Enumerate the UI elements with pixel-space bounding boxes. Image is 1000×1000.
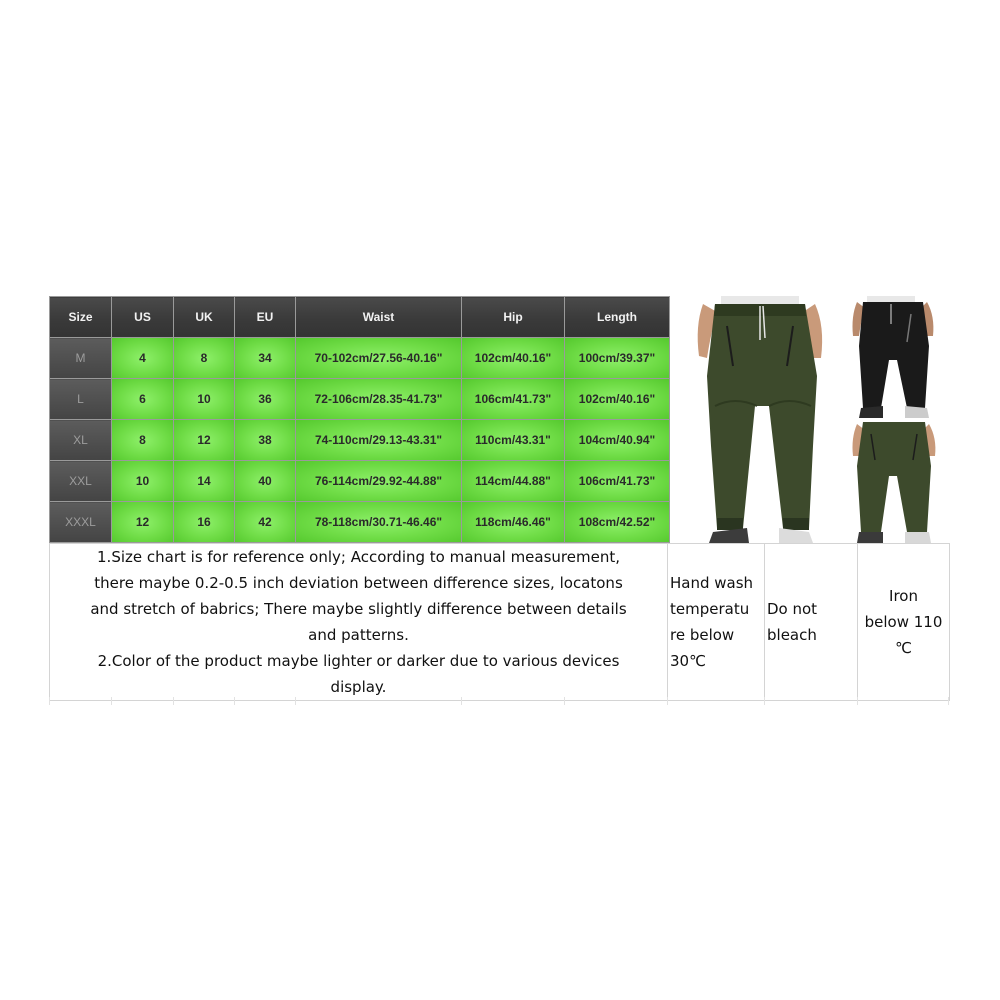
table-row (50, 461, 670, 502)
waist-cell: 78-118cm/30.71-46.46" (296, 502, 462, 543)
care-line: Iron (889, 587, 918, 605)
header-eu: EU (235, 297, 296, 338)
care-no-bleach (765, 544, 858, 701)
note-line: and stretch of babrics; There maybe slightly difference between details (90, 600, 627, 618)
uk-cell: 16 (174, 502, 235, 543)
header-us: US (112, 297, 174, 338)
size-label: XL (50, 420, 112, 461)
eu-cell: 40 (235, 461, 296, 502)
waist-cell: 70-102cm/27.56-40.16" (296, 338, 462, 379)
header-hip: Hip (462, 297, 565, 338)
hip-cell: 110cm/43.31" (462, 420, 565, 461)
care-line: temperatu (670, 600, 750, 618)
us-cell: 10 (112, 461, 174, 502)
size-label: M (50, 338, 112, 379)
uk-cell: 8 (174, 338, 235, 379)
size-label: L (50, 379, 112, 420)
hip-cell: 106cm/41.73" (462, 379, 565, 420)
size-label: XXXL (50, 502, 112, 543)
size-label: XXL (50, 461, 112, 502)
note-line: display. (330, 678, 387, 696)
uk-cell: 10 (174, 379, 235, 420)
length-cell: 100cm/39.37" (565, 338, 670, 379)
care-line: re below (670, 626, 735, 644)
header-length: Length (565, 297, 670, 338)
us-cell: 4 (112, 338, 174, 379)
eu-cell: 34 (235, 338, 296, 379)
care-line: bleach (767, 626, 817, 644)
hip-cell: 114cm/44.88" (462, 461, 565, 502)
header-size: Size (50, 297, 112, 338)
uk-cell: 12 (174, 420, 235, 461)
note-line: and patterns. (308, 626, 409, 644)
care-line: ℃ (895, 639, 912, 657)
notes-and-care-table (49, 543, 950, 701)
hip-cell: 102cm/40.16" (462, 338, 565, 379)
header-uk: UK (174, 297, 235, 338)
care-iron (858, 544, 950, 701)
size-chart-table (49, 296, 670, 543)
length-cell: 102cm/40.16" (565, 379, 670, 420)
us-cell: 6 (112, 379, 174, 420)
table-row (50, 338, 670, 379)
note-line: 2.Color of the product maybe lighter or darker due to various devices (97, 652, 620, 670)
care-line: 30℃ (670, 652, 706, 670)
size-chart-header-row (50, 297, 670, 338)
us-cell: 8 (112, 420, 174, 461)
hip-cell: 118cm/46.46" (462, 502, 565, 543)
grid-lines (49, 697, 949, 707)
care-line: Hand wash (670, 574, 754, 592)
waist-cell: 72-106cm/28.35-41.73" (296, 379, 462, 420)
length-cell: 104cm/40.94" (565, 420, 670, 461)
size-chart-notes (50, 544, 668, 701)
us-cell: 12 (112, 502, 174, 543)
table-row (50, 420, 670, 461)
care-line: Do not (767, 600, 818, 618)
care-hand-wash (668, 544, 765, 701)
waist-cell: 74-110cm/29.13-43.31" (296, 420, 462, 461)
header-waist: Waist (296, 297, 462, 338)
note-line: there maybe 0.2-0.5 inch deviation between difference sizes, locatons (94, 574, 623, 592)
uk-cell: 14 (174, 461, 235, 502)
note-line: 1.Size chart is for reference only; According to manual measurement, (97, 548, 620, 566)
product-photos (685, 296, 949, 543)
table-row (50, 379, 670, 420)
table-row (50, 502, 670, 543)
care-line: below 110 (864, 613, 943, 631)
length-cell: 106cm/41.73" (565, 461, 670, 502)
length-cell: 108cm/42.52" (565, 502, 670, 543)
waist-cell: 76-114cm/29.92-44.88" (296, 461, 462, 502)
eu-cell: 36 (235, 379, 296, 420)
pants-photo-illustration (685, 296, 949, 543)
eu-cell: 38 (235, 420, 296, 461)
eu-cell: 42 (235, 502, 296, 543)
